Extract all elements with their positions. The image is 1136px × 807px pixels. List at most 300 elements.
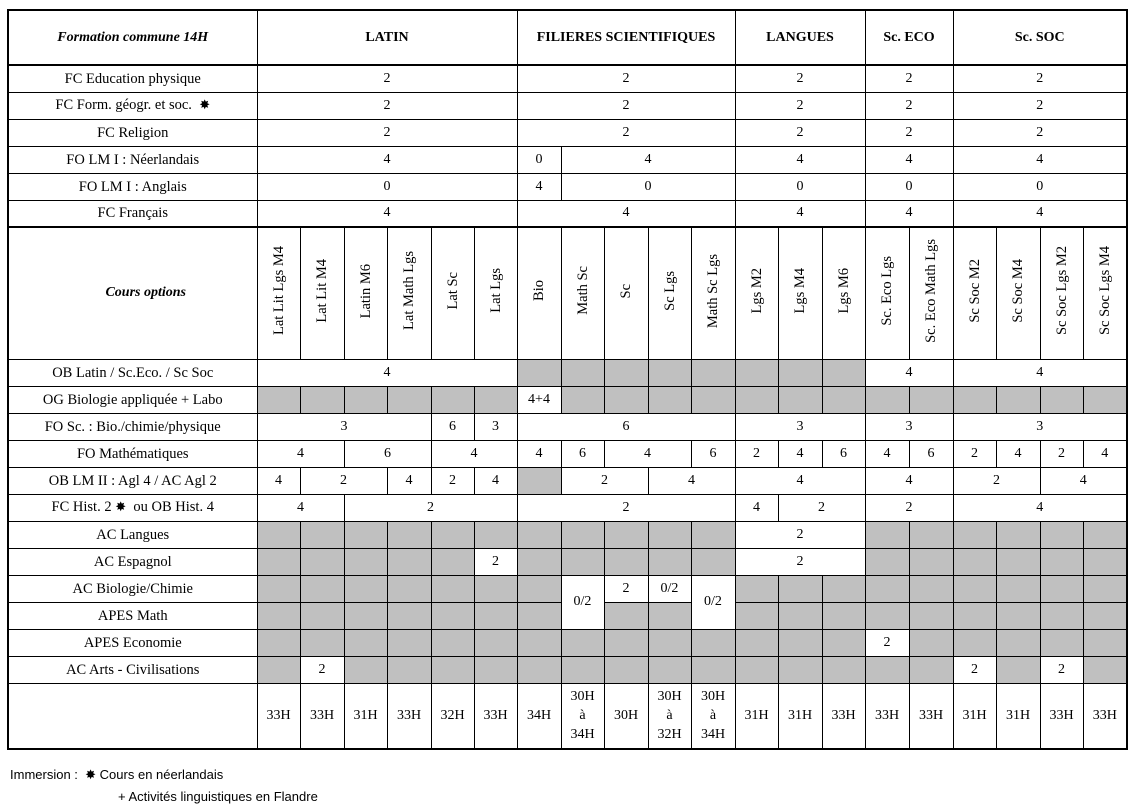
option-column-header: Sc Soc Lgs M4 [1083,227,1127,359]
cell-value: 4 [257,359,517,386]
shaded-cell [300,575,344,602]
cell-value: 2 [735,65,865,92]
shaded-cell [1040,548,1083,575]
option-column-header: Math Sc Lgs [691,227,735,359]
shaded-cell [431,575,474,602]
shaded-cell [431,656,474,683]
shaded-cell [865,602,909,629]
cell-value: 4 [561,146,735,173]
table-row [8,494,1127,521]
group-sciences: FILIERES SCIENTIFIQUES [517,10,735,65]
shaded-cell [691,521,735,548]
shaded-cell [1040,575,1083,602]
shaded-cell [344,548,387,575]
cell-value: 2 [344,494,517,521]
row-label: FO Sc. : Bio./chimie/physique [8,413,257,440]
cell-value: 2 [1040,440,1083,467]
shaded-cell [909,386,953,413]
hours-total: 33H [300,683,344,749]
group-header-row [8,10,1127,65]
shaded-cell [1083,656,1127,683]
table-row [8,386,1127,413]
option-column-header: Lat Sc [431,227,474,359]
asterisk-star-icon: ✸ [199,98,211,113]
cell-value: 2 [865,494,953,521]
group-latin: LATIN [257,10,517,65]
hours-total: 34H [517,683,561,749]
shaded-cell [257,602,300,629]
shaded-cell [300,629,344,656]
shaded-cell [561,359,604,386]
cell-value: 3 [865,413,953,440]
row-label: FO LM I : Anglais [8,173,257,200]
cell-value: 4 [1040,467,1127,494]
hours-total: 33H [1040,683,1083,749]
cell-value: 4 [604,440,691,467]
cell-value: 2 [778,494,865,521]
shaded-cell [822,629,865,656]
shaded-cell [778,656,822,683]
option-column-header: Lgs M2 [735,227,778,359]
shaded-cell [257,386,300,413]
shaded-cell [387,656,431,683]
cell-value: 4 [474,467,517,494]
shaded-cell [431,521,474,548]
hours-total: 30H [604,683,648,749]
hours-total: 31H [344,683,387,749]
shaded-cell [778,602,822,629]
shaded-cell [517,656,561,683]
shaded-cell [648,359,691,386]
shaded-cell [778,629,822,656]
shaded-cell [996,656,1040,683]
cell-value: 2 [604,575,648,602]
table-row [8,467,1127,494]
table-row [8,521,1127,548]
table-row [8,629,1127,656]
shaded-cell [257,629,300,656]
row-label: OB Latin / Sc.Eco. / Sc Soc [8,359,257,386]
shaded-cell [648,629,691,656]
shaded-cell [822,386,865,413]
hours-total: 31H [778,683,822,749]
shaded-cell [300,548,344,575]
option-column-header: Sc Soc Lgs M2 [1040,227,1083,359]
cell-value: 3 [257,413,431,440]
cell-value: 3 [953,413,1127,440]
legend-prefix: Immersion : [10,767,78,782]
shaded-cell [604,629,648,656]
shaded-cell [996,629,1040,656]
group-sc-eco: Sc. ECO [865,10,953,65]
shaded-cell [474,386,517,413]
table-row [8,440,1127,467]
shaded-cell [1040,629,1083,656]
shaded-cell [257,575,300,602]
cell-value: 0 [517,146,561,173]
row-label: AC Espagnol [8,548,257,575]
row-label-with-star [8,494,257,521]
cell-value: 6 [344,440,431,467]
hours-total: 31H [996,683,1040,749]
shaded-cell [257,656,300,683]
cell-value: 2 [517,92,735,119]
shaded-cell [735,602,778,629]
cell-value: 4 [865,359,953,386]
shaded-cell [517,359,561,386]
shaded-cell [996,386,1040,413]
cell-value: 2 [953,92,1127,119]
cell-value: 4 [953,494,1127,521]
shaded-cell [865,575,909,602]
shaded-cell [344,629,387,656]
table-row [8,146,1127,173]
option-column-header: Sc Soc M2 [953,227,996,359]
cell-value: 4+4 [517,386,561,413]
asterisk-star-icon: ✸ [85,768,97,783]
hours-total: 30H à 34H [691,683,735,749]
shaded-cell [691,656,735,683]
legend-line-2: + Activités linguistiques en Flandre [118,789,318,804]
row-label: FC Français [8,200,257,227]
cell-value: 4 [517,200,735,227]
cell-value: 2 [865,65,953,92]
cell-value: 6 [691,440,735,467]
shaded-cell [735,656,778,683]
cell-value: 4 [257,494,344,521]
hours-total: 33H [474,683,517,749]
shaded-cell [517,629,561,656]
cell-value: 4 [431,440,517,467]
hours-total: 31H [953,683,996,749]
shaded-cell [735,386,778,413]
shaded-cell [865,656,909,683]
cell-value: 6 [909,440,953,467]
cell-value: 2 [953,656,996,683]
hours-total: 33H [822,683,865,749]
shaded-cell [344,386,387,413]
hours-total-row [8,683,1127,749]
legend-line-1 [10,764,318,786]
options-title: Cours options [8,227,257,359]
table-row [8,119,1127,146]
cell-value: 2 [953,119,1127,146]
row-label: AC Langues [8,521,257,548]
cell-value: 0/2 [561,575,604,629]
shaded-cell [909,602,953,629]
hours-total: 33H [387,683,431,749]
cell-value: 4 [953,146,1127,173]
row-label: FO LM I : Néerlandais [8,146,257,173]
shaded-cell [387,575,431,602]
shaded-cell [1083,575,1127,602]
shaded-cell [996,521,1040,548]
shaded-cell [431,386,474,413]
shaded-cell [953,575,996,602]
shaded-cell [1040,521,1083,548]
table-row [8,548,1127,575]
shaded-cell [953,386,996,413]
cell-value: 2 [865,629,909,656]
option-column-header: Lat Math Lgs [387,227,431,359]
option-column-header: Sc Soc M4 [996,227,1040,359]
cell-value: 4 [778,440,822,467]
shaded-cell [1040,386,1083,413]
cell-value: 6 [517,413,735,440]
cell-value: 4 [257,200,517,227]
shaded-cell [996,575,1040,602]
hours-total: 31H [735,683,778,749]
shaded-cell [604,548,648,575]
row-label: FC Form. géogr. et soc. [55,97,192,113]
shaded-cell [257,521,300,548]
row-label: FC Education physique [8,65,257,92]
shaded-cell [344,656,387,683]
cell-value: 2 [561,467,648,494]
option-column-header: Sc [604,227,648,359]
cell-value: 2 [431,467,474,494]
option-column-header: Sc. Eco Math Lgs [909,227,953,359]
shaded-cell [344,602,387,629]
shaded-cell [517,548,561,575]
shaded-cell [474,521,517,548]
shaded-cell [1083,629,1127,656]
cell-value: 2 [517,65,735,92]
cell-value: 2 [300,656,344,683]
shaded-cell [1040,602,1083,629]
option-column-header: Lat Lgs [474,227,517,359]
shaded-cell [822,602,865,629]
cell-value: 4 [257,440,344,467]
shaded-cell [561,548,604,575]
cell-value: 2 [735,92,865,119]
option-column-header: Math Sc [561,227,604,359]
shaded-cell [474,575,517,602]
cell-value: 4 [735,200,865,227]
shaded-cell [691,548,735,575]
shaded-cell [300,602,344,629]
cell-value: 4 [387,467,431,494]
cell-value: 4 [257,146,517,173]
row-label: FC Hist. 2 [51,499,112,515]
cell-value: 6 [822,440,865,467]
cell-value: 6 [431,413,474,440]
shaded-cell [909,521,953,548]
legend-text-1: Cours en néerlandais [99,767,224,782]
hours-total: 30H à 34H [561,683,604,749]
cell-value: 3 [474,413,517,440]
row-label: OG Biologie appliquée + Labo [8,386,257,413]
shaded-cell [474,656,517,683]
option-column-header: Lat Lit Lgs M4 [257,227,300,359]
table-row [8,173,1127,200]
cell-value: 4 [865,200,953,227]
cell-value: 6 [561,440,604,467]
row-label: AC Arts - Civilisations [8,656,257,683]
cell-value: 2 [735,440,778,467]
shaded-cell [735,629,778,656]
shaded-cell [1083,548,1127,575]
shaded-cell [648,386,691,413]
cell-value: 4 [996,440,1040,467]
cell-value: 4 [517,440,561,467]
cell-value: 0 [953,173,1127,200]
shaded-cell [604,656,648,683]
shaded-cell [604,602,648,629]
table-row [8,92,1127,119]
cell-value: 2 [865,119,953,146]
table-row [8,359,1127,386]
cell-value: 2 [953,65,1127,92]
shaded-cell [300,521,344,548]
shaded-cell [691,386,735,413]
shaded-cell [953,602,996,629]
cell-value: 2 [517,494,735,521]
row-label: APES Economie [8,629,257,656]
shaded-cell [431,602,474,629]
cell-value: 2 [953,467,1040,494]
table-row [8,575,1127,602]
shaded-cell [648,656,691,683]
cell-value: 2 [517,119,735,146]
shaded-cell [1083,521,1127,548]
cell-value: 2 [474,548,517,575]
shaded-cell [822,359,865,386]
shaded-cell [431,548,474,575]
cell-value: 4 [865,146,953,173]
shaded-cell [474,602,517,629]
cell-value: 4 [1083,440,1127,467]
shaded-cell [561,629,604,656]
table-row [8,65,1127,92]
shaded-cell [909,656,953,683]
table-row [8,200,1127,227]
hours-total: 33H [865,683,909,749]
table-row [8,656,1127,683]
option-column-header: Lgs M4 [778,227,822,359]
cell-value: 4 [735,146,865,173]
shaded-cell [953,548,996,575]
shaded-cell [909,575,953,602]
cell-value: 2 [300,467,387,494]
cell-value: 2 [1040,656,1083,683]
shaded-cell [648,602,691,629]
cell-value: 0 [561,173,735,200]
shaded-cell [517,575,561,602]
cell-value: 0 [865,173,953,200]
hours-label-empty [8,683,257,749]
shaded-cell [648,548,691,575]
option-column-header: Lat Lit M4 [300,227,344,359]
shaded-cell [431,629,474,656]
cell-value: 4 [735,494,778,521]
cell-value: 0/2 [691,575,735,629]
option-column-header: Bio [517,227,561,359]
shaded-cell [517,467,561,494]
shaded-cell [953,629,996,656]
hours-total: 33H [257,683,300,749]
shaded-cell [865,386,909,413]
shaded-cell [735,359,778,386]
shaded-cell [778,386,822,413]
option-column-header: Sc Lgs [648,227,691,359]
shaded-cell [822,656,865,683]
row-label: APES Math [8,602,257,629]
row-label: FC Religion [8,119,257,146]
shaded-cell [517,521,561,548]
shaded-cell [735,575,778,602]
shaded-cell [344,575,387,602]
cell-value: 4 [953,359,1127,386]
cell-value: 4 [517,173,561,200]
shaded-cell [996,602,1040,629]
options-header-row [8,227,1127,359]
cell-value: 2 [735,548,865,575]
shaded-cell [1083,602,1127,629]
shaded-cell [865,521,909,548]
cell-value: 2 [257,65,517,92]
hours-total: 33H [909,683,953,749]
shaded-cell [474,629,517,656]
cell-value: 2 [953,440,996,467]
cell-value: 2 [257,119,517,146]
hours-total: 32H [431,683,474,749]
cell-value: 0 [735,173,865,200]
cell-value: 4 [735,467,865,494]
shaded-cell [822,575,865,602]
cell-value: 4 [865,467,953,494]
cell-value: 2 [257,92,517,119]
shaded-cell [953,521,996,548]
table-row [8,413,1127,440]
shaded-cell [909,548,953,575]
row-label: OB LM II : Agl 4 / AC Agl 2 [8,467,257,494]
cell-value: 2 [865,92,953,119]
course-grid-table [7,9,1128,750]
cell-value: 2 [735,521,865,548]
shaded-cell [996,548,1040,575]
shaded-cell [1083,386,1127,413]
cell-value: 4 [648,467,735,494]
shaded-cell [300,386,344,413]
cell-value: 4 [865,440,909,467]
shaded-cell [387,602,431,629]
shaded-cell [778,359,822,386]
shaded-cell [909,629,953,656]
shaded-cell [561,521,604,548]
shaded-cell [387,521,431,548]
shaded-cell [865,548,909,575]
option-column-header: Lgs M6 [822,227,865,359]
cell-value: 0 [257,173,517,200]
shaded-cell [561,656,604,683]
hours-total: 33H [1083,683,1127,749]
shaded-cell [387,629,431,656]
shaded-cell [691,359,735,386]
hours-total: 30H à 32H [648,683,691,749]
option-column-header: Latin M6 [344,227,387,359]
legend [10,764,318,807]
shaded-cell [387,548,431,575]
cell-value: 2 [735,119,865,146]
shaded-cell [604,521,648,548]
cell-value: 4 [953,200,1127,227]
group-langues: LANGUES [735,10,865,65]
shaded-cell [604,386,648,413]
shaded-cell [561,386,604,413]
cell-value: 0/2 [648,575,691,602]
option-column-header: Sc. Eco Lgs [865,227,909,359]
